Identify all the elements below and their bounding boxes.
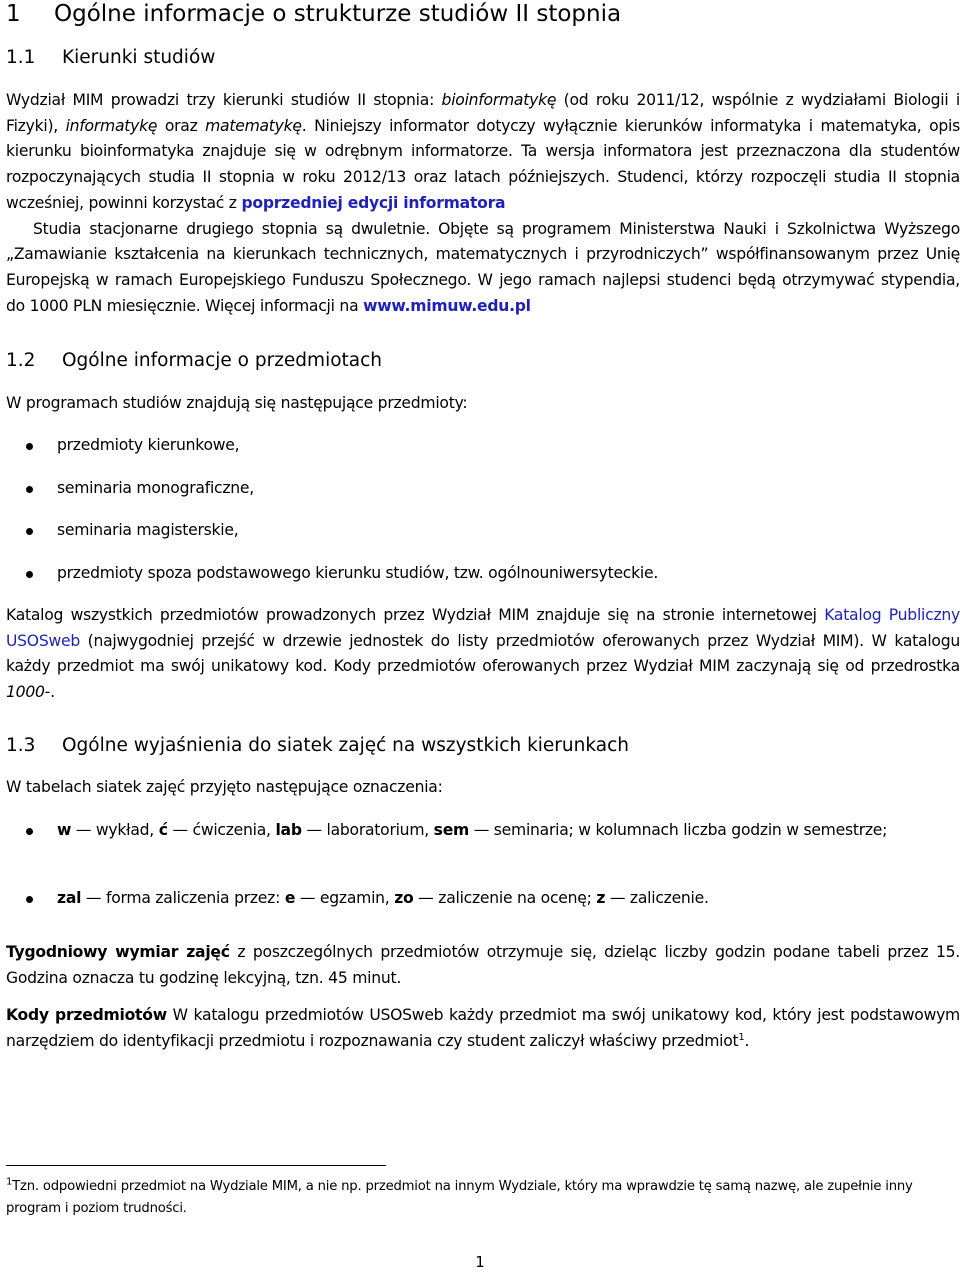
paragraph-kody-przedmiotow: Kody przedmiotów W katalogu przedmiotów USOSweb każdy przedmiot ma swój unikatowy kod, który jest podstawowym narzędziem do identyfikacji przedmiotu i rozpoznawania czy student zaliczył właściwy przedmiot$^1$. xyxy=(6,1006,960,1050)
paragraph-kierunki: Wydział MIM prowadzi trzy kierunki studiów II stopnia: bioinformatykę (od roku 2011/12, wspólnie z wydziałami Biologii i Fizyki), informatykę oraz matematykę. Niniejszy informator dotyczy wyłącznie kierunków informatyka i matematyka, opis kierunku bioinformatyka znajduje się w odrębnym informatorze. Ta wersja informatora jest przeznaczona dla studentów rozpoczynających studia II stopnia w roku 2012/13 oraz latach późniejszych. Studenci, którzy rozpoczęli studia II stopnia wcześniej, powinni korzystać z poprzedniej edycji informatora Studia stacjonarne drugiego stopnia są dwuletnie. Objęte są programem Ministerstwa Nauki i Szkolnictwa Wyższego „Zamawianie kształcenia na kierunkach technicznych, matematycznych i przyrodniczych” współfinansowanym przez Unię Europejską w ramach Europejskiego Funduszu Społecznego. W jego ramach najlepsi studenci będą otrzymywać stypendia, do 1000 PLN miesięcznie. Więcej informacji na www.mimuw.edu.pl xyxy=(6,91,960,315)
footnote: $^1$Tzn. odpowiedni przedmiot na Wydziale MIM, a nie np. przedmiot na innym Wydziale, który ma wprawdzie tę samą nazwę, ale zupełnie inny program i poziom trudności. xyxy=(6,1176,913,1216)
list-item-zaliczenie: zal — forma zaliczenia przez: e — egzamin, zo — zaliczenie na ocenę; z — zaliczenie. xyxy=(26,886,954,912)
list-item-godziny: w — wykład, ć — ćwiczenia, lab — laboratorium, sem — seminaria; w kolumnach liczba godzin w semestrze; xyxy=(26,818,954,844)
paragraph-przedmioty-intro: W programach studiów znajdują się następujące przedmioty: xyxy=(6,394,468,412)
paragraph-tygodniowy-wymiar: Tygodniowy wymiar zajęć z poszczególnych przedmiotów otrzymuje się, dzieląc liczby godzin podane tabeli przez 15. Godzina oznacza tu godzinę lekcyjną, tzn. 45 minut. xyxy=(6,943,960,987)
list-item: seminaria monograficzne, xyxy=(26,476,954,502)
bullet-icon xyxy=(26,486,33,493)
section-heading-1-3: 1.3 Ogólne wyjaśnienia do siatek zajęć na wszystkich kierunkach xyxy=(6,735,629,756)
bullet-icon xyxy=(26,443,33,450)
footnote-divider xyxy=(6,1165,386,1166)
usosweb-catalog-link[interactable]: Katalog Publiczny USOSweb xyxy=(6,606,960,650)
bullet-icon xyxy=(26,896,33,903)
list-item: przedmioty spoza podstawowego kierunku studiów, tzw. ogólnouniwersyteckie. xyxy=(26,561,954,587)
paragraph-oznaczenia-intro: W tabelach siatek zajęć przyjęto następujące oznaczenia: xyxy=(6,778,443,796)
section-heading-1-2: 1.2 Ogólne informacje o przedmiotach xyxy=(6,350,383,371)
list-item: seminaria magisterskie, xyxy=(26,518,954,544)
bullet-icon xyxy=(26,528,33,535)
chapter-heading: 1 Ogólne informacje o strukturze studiów II stopnia xyxy=(6,1,622,27)
page-number: 1 xyxy=(475,1253,485,1271)
list-item: przedmioty kierunkowe, xyxy=(26,433,954,459)
footnote-reference: 1 xyxy=(738,1031,745,1043)
previous-edition-link[interactable]: poprzedniej edycji informatora xyxy=(241,193,506,212)
section-heading-1-1: 1.1 Kierunki studiów xyxy=(6,47,216,68)
bullet-icon xyxy=(26,828,33,835)
paragraph-katalog: Katalog wszystkich przedmiotów prowadzonych przez Wydział MIM znajduje się na stronie internetowej Katalog Publiczny USOSweb (najwygodniej przejść w drzewie jednostek do listy przedmiotów oferowanych przez Wydział MIM). W katalogu każdy przedmiot ma swój unikatowy kod. Kody przedmiotów oferowanych przez Wydział MIM zaczynają się od przedrostka 1000-. xyxy=(6,606,960,702)
bullet-icon xyxy=(26,571,33,578)
mimuw-website-link[interactable]: www.mimuw.edu.pl xyxy=(363,296,531,315)
